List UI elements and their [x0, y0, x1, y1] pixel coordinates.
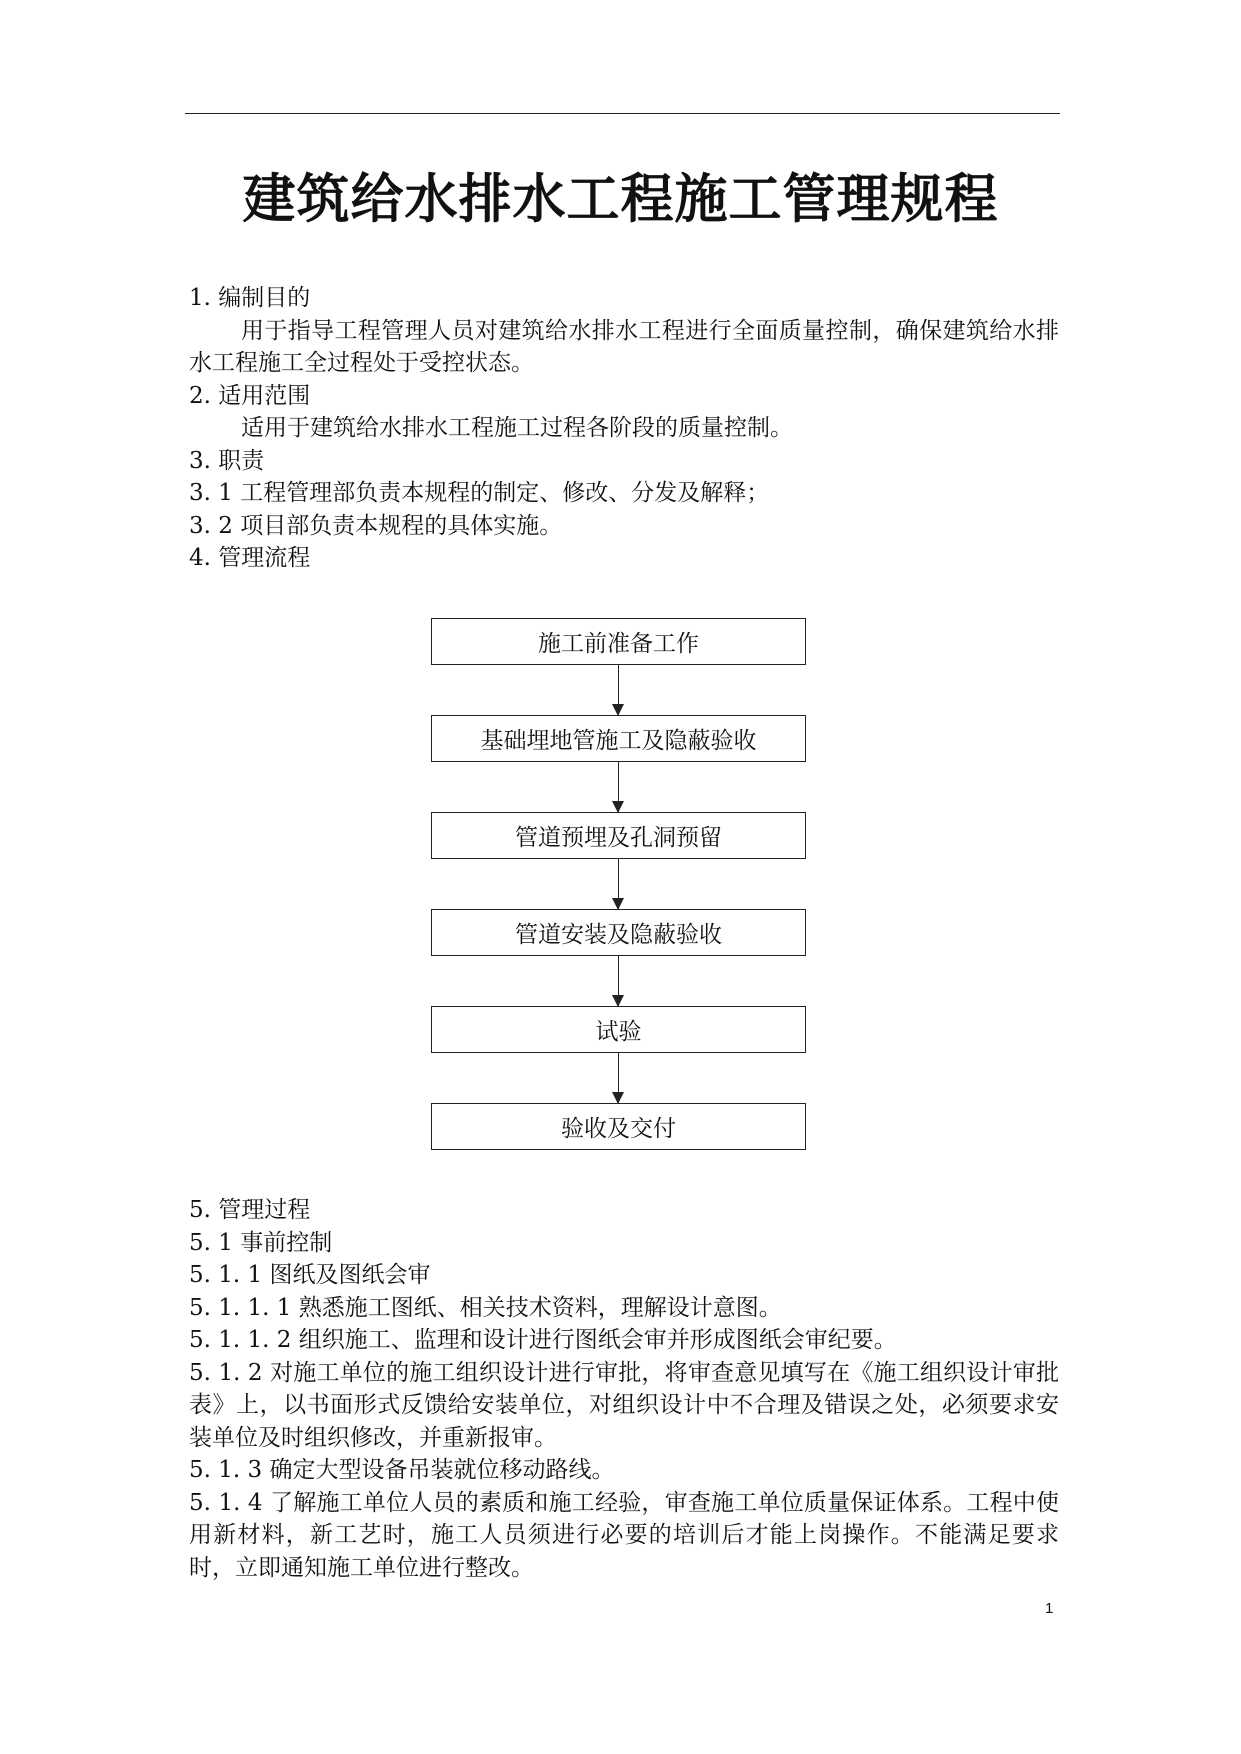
- flow-arrow-4: [618, 956, 619, 1006]
- management-flowchart: [431, 618, 810, 1160]
- section-5-1: 5. 1 事前控制: [189, 1229, 333, 1256]
- flow-arrow-1: [618, 665, 619, 715]
- section-5-1-1-1: 5. 1. 1. 1 熟悉施工图纸、相关技术资料，理解设计意图。: [189, 1294, 782, 1321]
- process-sections: [189, 1194, 1059, 1584]
- flow-arrow-3: [618, 859, 619, 909]
- flow-step-5: 试验: [431, 1006, 806, 1053]
- header-rule: [185, 113, 1060, 114]
- section-3-heading: 3. 职责: [189, 447, 265, 474]
- section-3-2: 3. 2 项目部负责本规程的具体实施。: [189, 512, 563, 539]
- flow-arrow-2: [618, 762, 619, 812]
- section-2-body: 适用于建筑给水排水工程施工过程各阶段的质量控制。: [241, 415, 793, 441]
- section-1-body: 用于指导工程管理人员对建筑给水排水工程进行全面质量控制，确保建筑给水排水工程施工全过程处于受控状态。: [189, 317, 1059, 376]
- flow-step-3: 管道预埋及孔洞预留: [431, 812, 806, 859]
- section-5-1-2: 5. 1. 2 对施工单位的施工组织设计进行审批，将审查意见填写在《施工组织设计审批表》上，以书面形式反馈给安装单位，对组织设计中不合理及错误之处，必须要求安装单位及时组织修改，并重新报审。: [189, 1359, 1059, 1451]
- flow-arrow-5: [618, 1053, 619, 1103]
- flow-step-4: 管道安装及隐蔽验收: [431, 909, 806, 956]
- flow-step-6: 验收及交付: [431, 1103, 806, 1150]
- section-5-1-1-2: 5. 1. 1. 2 组织施工、监理和设计进行图纸会审并形成图纸会审纪要。: [189, 1327, 897, 1353]
- page-number: 1: [1045, 1600, 1054, 1617]
- section-4-heading: 4. 管理流程: [189, 545, 311, 571]
- section-5-heading: 5. 管理过程: [189, 1197, 311, 1223]
- section-2-heading: 2. 适用范围: [189, 382, 311, 409]
- section-3-1: 3. 1 工程管理部负责本规程的制定、修改、分发及解释；: [189, 480, 770, 506]
- flow-step-1: 施工前准备工作: [431, 618, 806, 665]
- section-5-1-4: 5. 1. 4 了解施工单位人员的素质和施工经验，审查施工单位质量保证体系。工程中使用新材料，新工艺时，施工人员须进行必要的培训后才能上岗操作。不能满足要求时，立即通知施工单位进行整改。: [189, 1489, 1059, 1581]
- section-5-1-1: 5. 1. 1 图纸及图纸会审: [189, 1262, 431, 1288]
- section-1-heading: 1. 编制目的: [189, 285, 311, 311]
- flow-step-2: 基础埋地管施工及隐蔽验收: [431, 715, 806, 762]
- section-5-1-3: 5. 1. 3 确定大型设备吊装就位移动路线。: [189, 1457, 615, 1483]
- document-title: 建筑给水排水工程施工管理规程: [242, 169, 999, 230]
- intro-sections: [189, 282, 1059, 575]
